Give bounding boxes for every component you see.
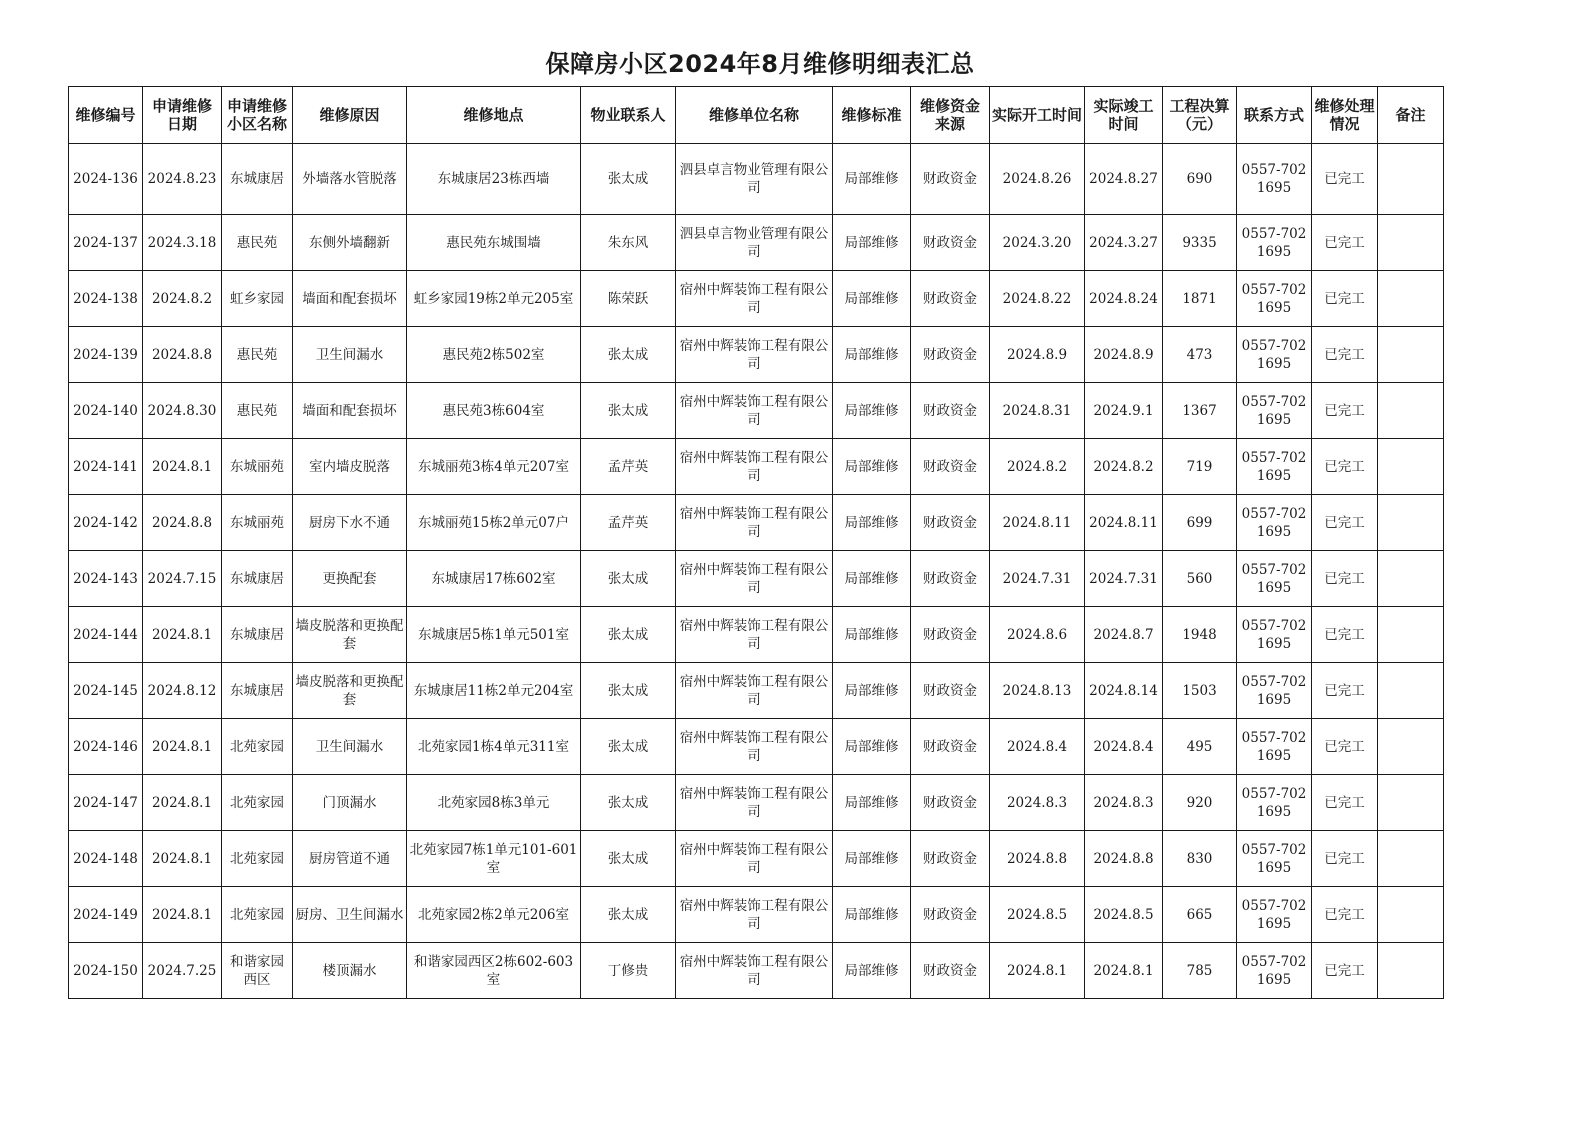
column-header-standard: 维修标准 — [833, 87, 911, 144]
cell-location: 东城康居23栋西墙 — [407, 144, 581, 215]
cell-remarks — [1378, 383, 1444, 439]
cell-fund-source: 财政资金 — [911, 383, 990, 439]
table-row — [69, 215, 1444, 271]
cell-phone: 0557-7021695 — [1237, 607, 1312, 663]
cell-cost: 9335 — [1163, 215, 1237, 271]
cell-contractor: 泗县卓言物业管理有限公司 — [676, 144, 833, 215]
cell-start-date: 2024.8.2 — [990, 439, 1085, 495]
cell-apply-date: 2024.8.1 — [143, 831, 222, 887]
cell-community: 和谐家园西区 — [222, 943, 293, 999]
cell-start-date: 2024.8.6 — [990, 607, 1085, 663]
cell-fund-source: 财政资金 — [911, 943, 990, 999]
column-header-location: 维修地点 — [407, 87, 581, 144]
cell-completion-date: 2024.8.24 — [1085, 271, 1163, 327]
cell-phone: 0557-7021695 — [1237, 663, 1312, 719]
cell-contact-person: 张太成 — [581, 831, 676, 887]
cell-contact-person: 张太成 — [581, 719, 676, 775]
cell-contact-person: 张太成 — [581, 887, 676, 943]
cell-cost: 699 — [1163, 495, 1237, 551]
cell-community: 北苑家园 — [222, 887, 293, 943]
cell-id: 2024-137 — [69, 215, 143, 271]
maintenance-table — [68, 86, 1444, 999]
table-row — [69, 663, 1444, 719]
cell-cost: 1367 — [1163, 383, 1237, 439]
cell-location: 东城丽苑15栋2单元07户 — [407, 495, 581, 551]
cell-cost: 560 — [1163, 551, 1237, 607]
cell-standard: 局部维修 — [833, 495, 911, 551]
cell-phone: 0557-7021695 — [1237, 215, 1312, 271]
cell-cost: 665 — [1163, 887, 1237, 943]
cell-community: 东城康居 — [222, 144, 293, 215]
table-row — [69, 887, 1444, 943]
cell-contact-person: 张太成 — [581, 551, 676, 607]
cell-remarks — [1378, 607, 1444, 663]
cell-contact-person: 张太成 — [581, 607, 676, 663]
cell-reason: 卫生间漏水 — [293, 327, 407, 383]
cell-contact-person: 张太成 — [581, 383, 676, 439]
cell-status: 已完工 — [1312, 831, 1378, 887]
table-row — [69, 831, 1444, 887]
cell-phone: 0557-7021695 — [1237, 495, 1312, 551]
cell-id: 2024-141 — [69, 439, 143, 495]
cell-community: 东城康居 — [222, 663, 293, 719]
cell-remarks — [1378, 144, 1444, 215]
cell-standard: 局部维修 — [833, 831, 911, 887]
cell-reason: 东侧外墙翻新 — [293, 215, 407, 271]
cell-apply-date: 2024.8.1 — [143, 775, 222, 831]
cell-location: 东城康居11栋2单元204室 — [407, 663, 581, 719]
column-header-cost: 工程决算（元） — [1163, 87, 1237, 144]
cell-remarks — [1378, 271, 1444, 327]
cell-status: 已完工 — [1312, 607, 1378, 663]
cell-id: 2024-138 — [69, 271, 143, 327]
cell-community: 惠民苑 — [222, 215, 293, 271]
cell-start-date: 2024.8.3 — [990, 775, 1085, 831]
cell-id: 2024-144 — [69, 607, 143, 663]
cell-cost: 719 — [1163, 439, 1237, 495]
cell-location: 惠民苑东城围墙 — [407, 215, 581, 271]
cell-contractor: 宿州中辉装饰工程有限公司 — [676, 943, 833, 999]
cell-completion-date: 2024.3.27 — [1085, 215, 1163, 271]
cell-apply-date: 2024.8.8 — [143, 327, 222, 383]
cell-fund-source: 财政资金 — [911, 215, 990, 271]
cell-start-date: 2024.7.31 — [990, 551, 1085, 607]
cell-location: 东城康居5栋1单元501室 — [407, 607, 581, 663]
cell-id: 2024-149 — [69, 887, 143, 943]
column-header-completion-date: 实际竣工时间 — [1085, 87, 1163, 144]
cell-community: 北苑家园 — [222, 719, 293, 775]
cell-reason: 厨房、卫生间漏水 — [293, 887, 407, 943]
cell-completion-date: 2024.8.14 — [1085, 663, 1163, 719]
table-body — [69, 144, 1444, 999]
cell-start-date: 2024.8.31 — [990, 383, 1085, 439]
column-header-status: 维修处理情况 — [1312, 87, 1378, 144]
cell-completion-date: 2024.8.2 — [1085, 439, 1163, 495]
cell-reason: 墙皮脱落和更换配套 — [293, 663, 407, 719]
cell-remarks — [1378, 887, 1444, 943]
table-row — [69, 943, 1444, 999]
cell-start-date: 2024.3.20 — [990, 215, 1085, 271]
table-row — [69, 719, 1444, 775]
cell-phone: 0557-7021695 — [1237, 144, 1312, 215]
cell-phone: 0557-7021695 — [1237, 775, 1312, 831]
cell-start-date: 2024.8.5 — [990, 887, 1085, 943]
cell-contractor: 宿州中辉装饰工程有限公司 — [676, 775, 833, 831]
cell-fund-source: 财政资金 — [911, 607, 990, 663]
cell-remarks — [1378, 439, 1444, 495]
cell-status: 已完工 — [1312, 215, 1378, 271]
cell-cost: 1503 — [1163, 663, 1237, 719]
cell-contact-person: 丁修贵 — [581, 943, 676, 999]
cell-apply-date: 2024.8.1 — [143, 607, 222, 663]
cell-location: 东城康居17栋602室 — [407, 551, 581, 607]
cell-contractor: 宿州中辉装饰工程有限公司 — [676, 439, 833, 495]
cell-status: 已完工 — [1312, 383, 1378, 439]
cell-standard: 局部维修 — [833, 215, 911, 271]
cell-standard: 局部维修 — [833, 607, 911, 663]
cell-remarks — [1378, 663, 1444, 719]
cell-cost: 1948 — [1163, 607, 1237, 663]
cell-completion-date: 2024.8.9 — [1085, 327, 1163, 383]
cell-contractor: 宿州中辉装饰工程有限公司 — [676, 327, 833, 383]
table-row — [69, 775, 1444, 831]
table-row — [69, 607, 1444, 663]
table-row — [69, 327, 1444, 383]
cell-standard: 局部维修 — [833, 271, 911, 327]
cell-cost: 785 — [1163, 943, 1237, 999]
cell-fund-source: 财政资金 — [911, 551, 990, 607]
cell-reason: 墙面和配套损坏 — [293, 383, 407, 439]
column-header-remarks: 备注 — [1378, 87, 1444, 144]
cell-status: 已完工 — [1312, 327, 1378, 383]
cell-phone: 0557-7021695 — [1237, 383, 1312, 439]
cell-location: 北苑家园7栋1单元101-601室 — [407, 831, 581, 887]
cell-remarks — [1378, 495, 1444, 551]
column-header-phone: 联系方式 — [1237, 87, 1312, 144]
cell-apply-date: 2024.8.30 — [143, 383, 222, 439]
cell-location: 北苑家园8栋3单元 — [407, 775, 581, 831]
cell-id: 2024-145 — [69, 663, 143, 719]
cell-cost: 495 — [1163, 719, 1237, 775]
cell-location: 北苑家园1栋4单元311室 — [407, 719, 581, 775]
cell-community: 东城丽苑 — [222, 439, 293, 495]
cell-location: 东城丽苑3栋4单元207室 — [407, 439, 581, 495]
table-row — [69, 439, 1444, 495]
cell-reason: 室内墙皮脱落 — [293, 439, 407, 495]
cell-standard: 局部维修 — [833, 383, 911, 439]
cell-start-date: 2024.8.1 — [990, 943, 1085, 999]
cell-completion-date: 2024.8.11 — [1085, 495, 1163, 551]
cell-completion-date: 2024.8.3 — [1085, 775, 1163, 831]
cell-fund-source: 财政资金 — [911, 271, 990, 327]
cell-cost: 920 — [1163, 775, 1237, 831]
column-header-reason: 维修原因 — [293, 87, 407, 144]
cell-standard: 局部维修 — [833, 775, 911, 831]
cell-contractor: 宿州中辉装饰工程有限公司 — [676, 551, 833, 607]
cell-id: 2024-143 — [69, 551, 143, 607]
cell-contact-person: 张太成 — [581, 775, 676, 831]
cell-completion-date: 2024.8.4 — [1085, 719, 1163, 775]
cell-fund-source: 财政资金 — [911, 887, 990, 943]
cell-completion-date: 2024.9.1 — [1085, 383, 1163, 439]
cell-standard: 局部维修 — [833, 439, 911, 495]
cell-fund-source: 财政资金 — [911, 327, 990, 383]
cell-start-date: 2024.8.11 — [990, 495, 1085, 551]
cell-status: 已完工 — [1312, 719, 1378, 775]
cell-apply-date: 2024.7.15 — [143, 551, 222, 607]
cell-status: 已完工 — [1312, 887, 1378, 943]
cell-contractor: 宿州中辉装饰工程有限公司 — [676, 663, 833, 719]
cell-id: 2024-150 — [69, 943, 143, 999]
cell-reason: 墙面和配套损坏 — [293, 271, 407, 327]
column-header-contact-person: 物业联系人 — [581, 87, 676, 144]
cell-contact-person: 张太成 — [581, 327, 676, 383]
table-row — [69, 271, 1444, 327]
cell-apply-date: 2024.8.1 — [143, 887, 222, 943]
cell-reason: 厨房管道不通 — [293, 831, 407, 887]
cell-apply-date: 2024.8.2 — [143, 271, 222, 327]
table-header-row — [69, 87, 1444, 144]
cell-status: 已完工 — [1312, 663, 1378, 719]
cell-contact-person: 朱东风 — [581, 215, 676, 271]
cell-fund-source: 财政资金 — [911, 439, 990, 495]
cell-phone: 0557-7021695 — [1237, 887, 1312, 943]
cell-reason: 厨房下水不通 — [293, 495, 407, 551]
cell-fund-source: 财政资金 — [911, 775, 990, 831]
cell-contact-person: 孟芹英 — [581, 439, 676, 495]
cell-remarks — [1378, 719, 1444, 775]
cell-status: 已完工 — [1312, 271, 1378, 327]
cell-contractor: 宿州中辉装饰工程有限公司 — [676, 831, 833, 887]
table-row — [69, 551, 1444, 607]
cell-completion-date: 2024.8.8 — [1085, 831, 1163, 887]
cell-cost: 473 — [1163, 327, 1237, 383]
cell-id: 2024-146 — [69, 719, 143, 775]
table-row — [69, 495, 1444, 551]
cell-remarks — [1378, 327, 1444, 383]
cell-phone: 0557-7021695 — [1237, 327, 1312, 383]
cell-fund-source: 财政资金 — [911, 144, 990, 215]
cell-phone: 0557-7021695 — [1237, 271, 1312, 327]
cell-id: 2024-140 — [69, 383, 143, 439]
cell-community: 东城康居 — [222, 607, 293, 663]
cell-contact-person: 张太成 — [581, 663, 676, 719]
cell-phone: 0557-7021695 — [1237, 831, 1312, 887]
cell-contact-person: 张太成 — [581, 144, 676, 215]
cell-reason: 门顶漏水 — [293, 775, 407, 831]
cell-fund-source: 财政资金 — [911, 663, 990, 719]
cell-reason: 墙皮脱落和更换配套 — [293, 607, 407, 663]
cell-remarks — [1378, 775, 1444, 831]
page-title: 保障房小区2024年8月维修明细表汇总 — [545, 50, 975, 78]
cell-remarks — [1378, 831, 1444, 887]
column-header-id: 维修编号 — [69, 87, 143, 144]
cell-completion-date: 2024.8.5 — [1085, 887, 1163, 943]
table-row — [69, 383, 1444, 439]
cell-start-date: 2024.8.4 — [990, 719, 1085, 775]
cell-status: 已完工 — [1312, 551, 1378, 607]
cell-start-date: 2024.8.26 — [990, 144, 1085, 215]
cell-community: 北苑家园 — [222, 831, 293, 887]
cell-id: 2024-147 — [69, 775, 143, 831]
column-header-start-date: 实际开工时间 — [990, 87, 1085, 144]
cell-completion-date: 2024.8.1 — [1085, 943, 1163, 999]
cell-apply-date: 2024.8.1 — [143, 719, 222, 775]
cell-community: 虹乡家园 — [222, 271, 293, 327]
cell-cost: 1871 — [1163, 271, 1237, 327]
cell-id: 2024-139 — [69, 327, 143, 383]
column-header-community: 申请维修小区名称 — [222, 87, 293, 144]
cell-contractor: 宿州中辉装饰工程有限公司 — [676, 607, 833, 663]
cell-contractor: 宿州中辉装饰工程有限公司 — [676, 271, 833, 327]
cell-location: 北苑家园2栋2单元206室 — [407, 887, 581, 943]
cell-start-date: 2024.8.13 — [990, 663, 1085, 719]
cell-start-date: 2024.8.8 — [990, 831, 1085, 887]
cell-standard: 局部维修 — [833, 551, 911, 607]
cell-contractor: 宿州中辉装饰工程有限公司 — [676, 887, 833, 943]
cell-community: 惠民苑 — [222, 327, 293, 383]
cell-status: 已完工 — [1312, 943, 1378, 999]
cell-contractor: 泗县卓言物业管理有限公司 — [676, 215, 833, 271]
cell-standard: 局部维修 — [833, 719, 911, 775]
cell-fund-source: 财政资金 — [911, 495, 990, 551]
cell-cost: 690 — [1163, 144, 1237, 215]
cell-reason: 卫生间漏水 — [293, 719, 407, 775]
cell-id: 2024-142 — [69, 495, 143, 551]
cell-location: 惠民苑3栋604室 — [407, 383, 581, 439]
cell-location: 和谐家园西区2栋602-603室 — [407, 943, 581, 999]
cell-apply-date: 2024.3.18 — [143, 215, 222, 271]
cell-phone: 0557-7021695 — [1237, 551, 1312, 607]
table-row — [69, 144, 1444, 215]
cell-apply-date: 2024.8.12 — [143, 663, 222, 719]
column-header-fund-source: 维修资金来源 — [911, 87, 990, 144]
cell-reason: 楼顶漏水 — [293, 943, 407, 999]
cell-community: 东城康居 — [222, 551, 293, 607]
cell-apply-date: 2024.8.23 — [143, 144, 222, 215]
cell-fund-source: 财政资金 — [911, 831, 990, 887]
cell-standard: 局部维修 — [833, 663, 911, 719]
cell-status: 已完工 — [1312, 144, 1378, 215]
cell-id: 2024-136 — [69, 144, 143, 215]
cell-standard: 局部维修 — [833, 943, 911, 999]
cell-phone: 0557-7021695 — [1237, 439, 1312, 495]
cell-phone: 0557-7021695 — [1237, 943, 1312, 999]
cell-contractor: 宿州中辉装饰工程有限公司 — [676, 719, 833, 775]
cell-fund-source: 财政资金 — [911, 719, 990, 775]
cell-start-date: 2024.8.22 — [990, 271, 1085, 327]
cell-completion-date: 2024.8.7 — [1085, 607, 1163, 663]
cell-standard: 局部维修 — [833, 327, 911, 383]
cell-reason: 更换配套 — [293, 551, 407, 607]
cell-community: 东城丽苑 — [222, 495, 293, 551]
cell-phone: 0557-7021695 — [1237, 719, 1312, 775]
cell-status: 已完工 — [1312, 495, 1378, 551]
cell-community: 惠民苑 — [222, 383, 293, 439]
cell-contractor: 宿州中辉装饰工程有限公司 — [676, 495, 833, 551]
cell-apply-date: 2024.8.1 — [143, 439, 222, 495]
cell-cost: 830 — [1163, 831, 1237, 887]
cell-remarks — [1378, 943, 1444, 999]
cell-apply-date: 2024.8.8 — [143, 495, 222, 551]
cell-completion-date: 2024.8.27 — [1085, 144, 1163, 215]
column-header-apply-date: 申请维修日期 — [143, 87, 222, 144]
cell-location: 惠民苑2栋502室 — [407, 327, 581, 383]
cell-contact-person: 陈荣跃 — [581, 271, 676, 327]
column-header-contractor: 维修单位名称 — [676, 87, 833, 144]
cell-completion-date: 2024.7.31 — [1085, 551, 1163, 607]
cell-remarks — [1378, 551, 1444, 607]
cell-apply-date: 2024.7.25 — [143, 943, 222, 999]
cell-contact-person: 孟芹英 — [581, 495, 676, 551]
cell-remarks — [1378, 215, 1444, 271]
cell-standard: 局部维修 — [833, 144, 911, 215]
cell-location: 虹乡家园19栋2单元205室 — [407, 271, 581, 327]
cell-start-date: 2024.8.9 — [990, 327, 1085, 383]
cell-status: 已完工 — [1312, 439, 1378, 495]
cell-status: 已完工 — [1312, 775, 1378, 831]
cell-id: 2024-148 — [69, 831, 143, 887]
cell-reason: 外墙落水管脱落 — [293, 144, 407, 215]
cell-standard: 局部维修 — [833, 887, 911, 943]
cell-contractor: 宿州中辉装饰工程有限公司 — [676, 383, 833, 439]
cell-community: 北苑家园 — [222, 775, 293, 831]
